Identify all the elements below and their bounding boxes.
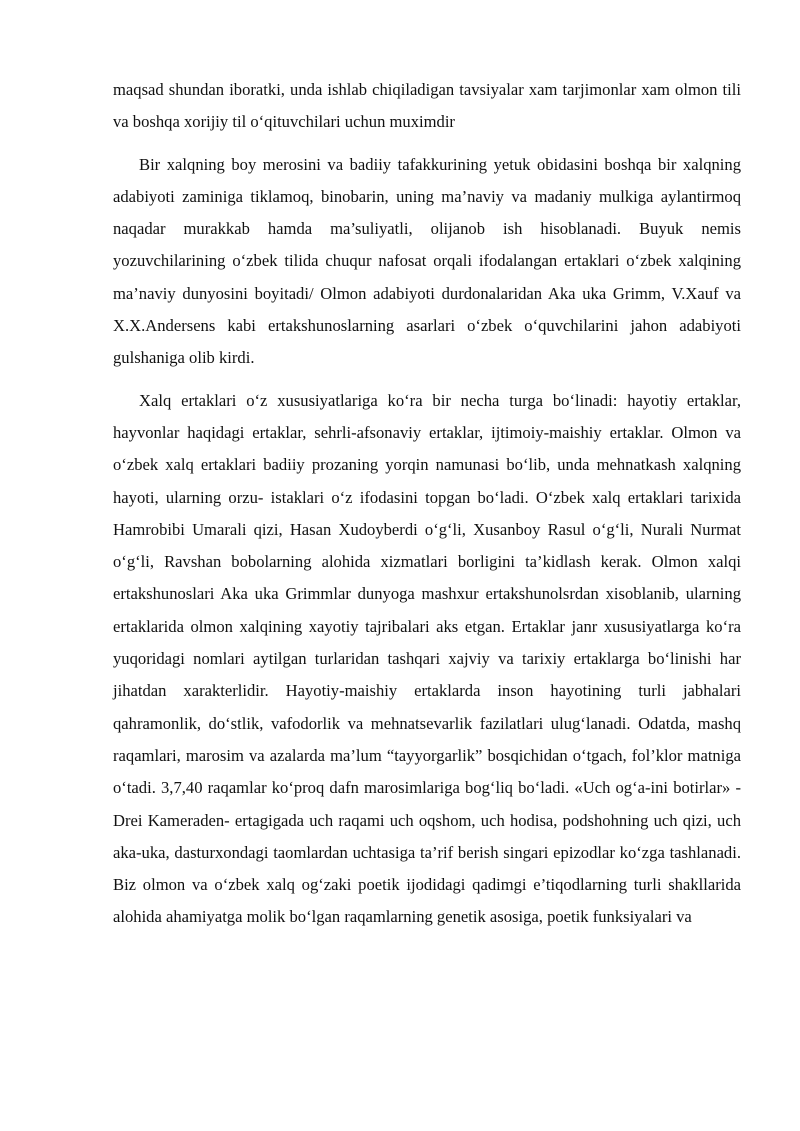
paragraph-translation: Bir xalqning boy merosini va badiiy tafakkurining yetuk obidasini boshqa bir xalqning adabiyoti zaminiga tiklamoq, binobarin, uning ma’naviy va madaniy mulkiga aylantirmoq naqadar murakkab hamda ma’suliyatli, olijanob ish hisoblanadi. Buyuk nemis yozuvchilarining o‘zbek tilida chuqur nafosat orqali ifodalangan ertaklari o‘zbek xalqining ma’naviy dunyosini boyitadi/ Olmon adabiyoti durdonalaridan Aka uka Grimm, V.Xauf va X.X.Andersens kabi ertakshunoslarning asarlari o‘zbek o‘quvchilarini jahon adabiyoti gulshaniga olib kirdi. bbox=[113, 154, 741, 368]
paragraph-spacer bbox=[113, 375, 741, 385]
document-page bbox=[113, 74, 741, 934]
paragraph-spacer bbox=[113, 139, 741, 149]
paragraph-intro: maqsad shundan iboratki, unda ishlab chiqiladigan tavsiyalar xam tarjimonlar xam olmon tili va boshqa xorijiy til o‘qituvchilari uchun muximdir bbox=[113, 80, 741, 132]
paragraph-folk-tales: Xalq ertaklari o‘z xususiyatlariga ko‘ra bir necha turga bo‘linadi: hayotiy ertaklar, hayvonlar haqidagi ertaklar, sehrli-afsonaviy ertaklar, ijtimoiy-maishiy ertaklar. Olmon va o‘zbek xalq ertaklari badiiy prozaning yorqin namunasi bo‘lib, unda mehnatkash xalqning hayoti, ularning orzu- istaklari o‘z ifodasini topgan bo‘ladi. O‘zbek xalq ertaklari tarixida Hamrobibi Umarali qizi, Hasan Xudoyberdi o‘g‘li, Xusanboy Rasul o‘g‘li, Nurali Nurmat o‘g‘li, Ravshan bobolarning alohida xizmatlari borligini ta’kidlash kerak. Olmon xalqi ertakshunoslari Aka uka Grimmlar dunyoga mashxur ertakshunolsrdan xisoblanib, ularning ertaklarida olmon xalqining xayotiy tajribalari aks etgan. Ertaklar janr xususiyatlarga ko‘ra yuqoridagi nomlari aytilgan turlaridan tashqari xajviy va tarixiy ertaklarga bo‘linishi har jihatdan xarakterlidir. Hayotiy-maishiy ertaklarda inson hayotining turli jabhalari qahramonlik, do‘stlik, vafodorlik va mehnatsevarlik fazilatlari ulug‘lanadi. Odatda, mashq raqamlari, marosim va azalarda ma’lum “tayyorgarlik” bosqichidan o‘tgach, fol’klor matniga o‘tadi. 3,7,40 raqamlar ko‘proq dafn marosimlariga bog‘liq bo‘ladi. «Uch og‘a-ini botirlar» - Drei Kameraden- ertagigada uch raqami uch oqshom, uch hodisa, podshohning uch qizi, uch aka-uka, dasturxondagi taomlardan uchtasiga ta’rif berish singari epizodlar ko‘zga tashlanadi. Biz olmon va o‘zbek xalq og‘zaki poetik ijodidagi qadimgi e’tiqodlarning turli shakllarida alohida ahamiyatga molik bo‘lgan raqamlarning genetik asosiga, poetik funksiyalari va bbox=[113, 390, 741, 927]
